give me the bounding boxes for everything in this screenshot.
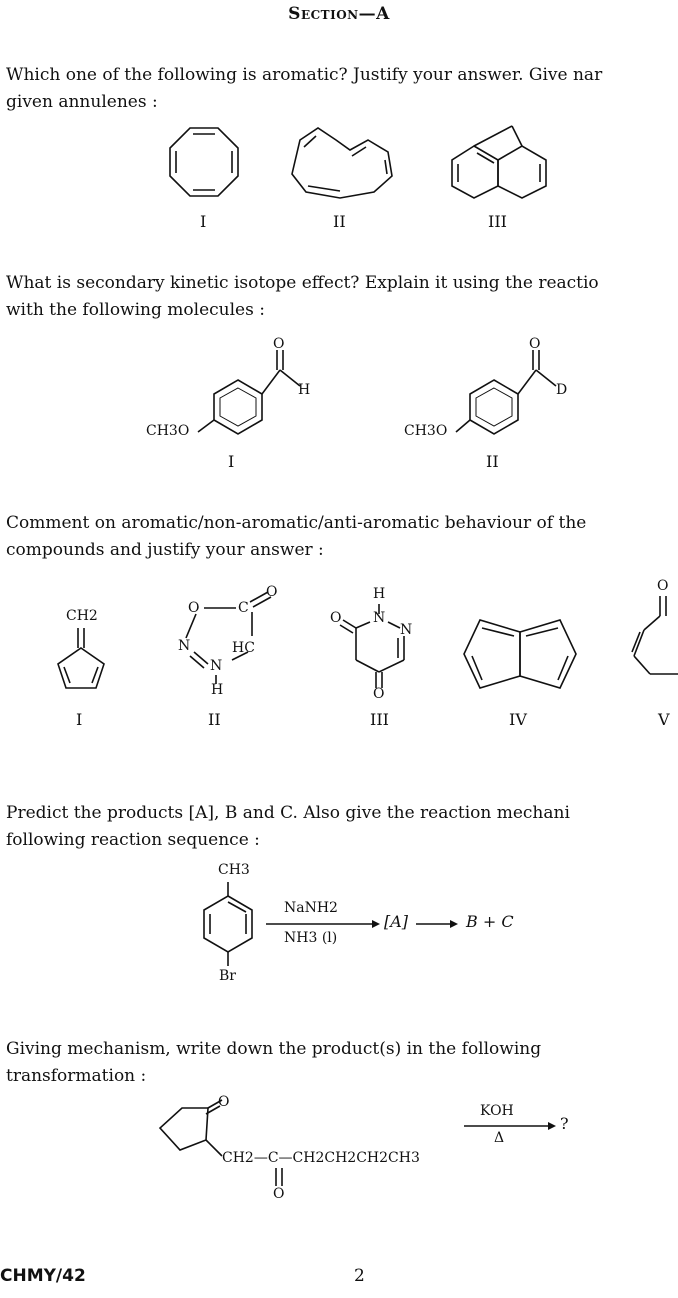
q3-label-3: III bbox=[370, 710, 389, 729]
q5-reagent-top: KOH bbox=[480, 1103, 514, 1119]
q3-o-2: O bbox=[373, 686, 385, 702]
q4-text-line-1: Predict the products [A], B and C. Also give the reaction mechani bbox=[6, 803, 570, 823]
q3-text-line-1: Comment on aromatic/non-aromatic/anti-aromatic behaviour of the bbox=[6, 513, 587, 533]
q4-reagent-top: NaNH2 bbox=[284, 900, 338, 916]
q3-c: C bbox=[238, 600, 249, 616]
q1-structure-2 bbox=[292, 128, 392, 198]
q2-label-2: II bbox=[486, 452, 499, 471]
q3-structure-5 bbox=[632, 596, 678, 674]
q1-label-2: II bbox=[333, 212, 346, 231]
q3-structure-4 bbox=[464, 620, 576, 688]
q4-br: Br bbox=[219, 968, 236, 984]
q1-structure-1 bbox=[170, 128, 238, 196]
q1-label-3: III bbox=[488, 212, 507, 231]
q1-text-line-2: given annulenes : bbox=[6, 92, 158, 112]
section-title-text: Section—A bbox=[288, 4, 390, 24]
q3-label-1: I bbox=[76, 710, 83, 729]
q5-o-chain: O bbox=[273, 1186, 285, 1202]
q3-label-5: V bbox=[658, 710, 670, 729]
q4-text-line-2: following reaction sequence : bbox=[6, 830, 260, 850]
q5-text-line-2: transformation : bbox=[6, 1066, 147, 1086]
q3-structure-3 bbox=[340, 604, 404, 688]
q3-text-line-2: compounds and justify your answer : bbox=[6, 540, 324, 560]
q2-ch3o-2: CH3O bbox=[404, 423, 448, 439]
q3-structure-1 bbox=[58, 628, 104, 688]
q5-structure bbox=[160, 1100, 282, 1186]
q5-reagent-bottom: Δ bbox=[494, 1130, 505, 1146]
q2-structure-1 bbox=[198, 350, 300, 434]
q3-label-2: II bbox=[208, 710, 221, 729]
q2-label-1: I bbox=[228, 452, 235, 471]
q3-hc: HC bbox=[232, 640, 255, 656]
q2-text-line-2: with the following molecules : bbox=[6, 300, 265, 320]
q4-arrowhead-2 bbox=[450, 920, 458, 928]
q3-ch2: CH2 bbox=[66, 608, 98, 624]
course-code: CHMY/42 bbox=[0, 1266, 86, 1286]
q3-o-1: O bbox=[330, 610, 342, 626]
q1-structure-3 bbox=[452, 126, 546, 198]
q2-structure-2 bbox=[456, 350, 556, 434]
q4-ch3: CH3 bbox=[218, 862, 250, 878]
q3-label-4: IV bbox=[509, 710, 527, 729]
q5-text-line-1: Giving mechanism, write down the product(s) in the following bbox=[6, 1039, 542, 1059]
q5-o-ketone: O bbox=[218, 1094, 230, 1110]
q5-product: ? bbox=[560, 1114, 569, 1133]
q3-h-2: H bbox=[373, 586, 386, 602]
q2-o-2: O bbox=[529, 336, 541, 352]
q3-o-exo: O bbox=[266, 584, 278, 600]
q3-n-1: N bbox=[178, 638, 191, 654]
q3-n-2: N bbox=[373, 610, 386, 626]
q3-o-3: O bbox=[657, 578, 669, 594]
q4-reagent-bottom: NH3 (l) bbox=[284, 930, 338, 946]
page-number: 2 bbox=[354, 1266, 365, 1286]
q5-chain: CH2—C—CH2CH2CH2CH3 bbox=[222, 1150, 420, 1166]
q4-intermediate: [A] bbox=[384, 912, 409, 931]
q1-text-line-1: Which one of the following is aromatic? Justify your answer. Give nar bbox=[6, 65, 603, 85]
q3-h-1: H bbox=[211, 682, 224, 698]
q5-arrowhead bbox=[548, 1122, 556, 1130]
q3-n-3: N bbox=[400, 622, 413, 638]
q2-ch3o-1: CH3O bbox=[146, 423, 190, 439]
q3-n-plus: N bbox=[210, 658, 223, 674]
q2-o-1: O bbox=[273, 336, 285, 352]
q2-h: H bbox=[298, 382, 311, 398]
q2-text-line-1: What is secondary kinetic isotope effect? Explain it using the reactio bbox=[6, 273, 599, 293]
q3-o-ring: O bbox=[188, 600, 200, 616]
q4-structure bbox=[204, 882, 252, 966]
q4-products: B + C bbox=[466, 912, 514, 931]
q1-label-1: I bbox=[200, 212, 207, 231]
q4-arrowhead-1 bbox=[372, 920, 380, 928]
q2-d: D bbox=[556, 382, 568, 398]
